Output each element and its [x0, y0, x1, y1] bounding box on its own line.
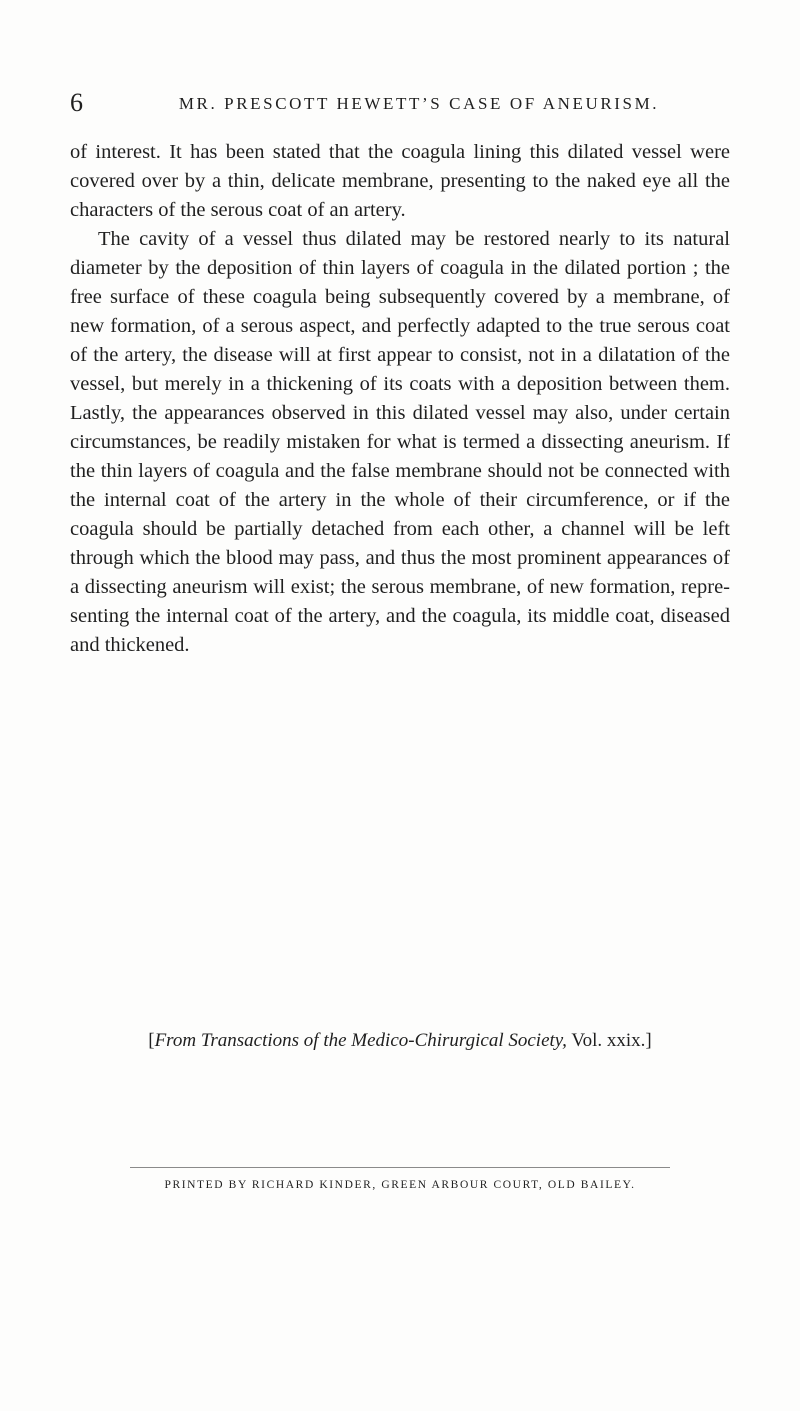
citation-volume: Vol. xxix.]: [566, 1030, 652, 1051]
paragraph-continuation: of interest. It has been stated that the coagula lining this dilated vessel were covered over by a thin, delicate membrane, presenting to the naked eye all the characters of the serous coat of an artery.: [70, 141, 730, 221]
printer-imprint: PRINTED BY RICHARD KINDER, GREEN ARBOUR COURT, OLD BAILEY.: [164, 1179, 636, 1191]
footer-divider: [130, 1167, 670, 1168]
citation-open-bracket: [: [148, 1030, 155, 1051]
body-text: [70, 138, 730, 660]
citation-source: From Transactions of the Medico-Chirurgical Society,: [154, 1030, 567, 1051]
source-citation: [60, 1028, 740, 1054]
running-title: MR. PRESCOTT HEWETT’S CASE OF ANEURISM.: [178, 94, 660, 113]
paragraph-main: The cavity of a vessel thus dilated may be restored nearly to its natural diameter by the deposition of thin layers of coagula in the dilated portion ; the free surface of these coagula being subsequently covered by a membrane, of new formation, of a serous aspect, and perfectly adapted to the true serous coat of the artery, the disease will at first appear to consist, not in a dilatation of the vessel, but merely in a thickening of its coats with a deposition between them. Lastly, the appearances observed in this dilated vessel may also, under certain circumstances, be readily mistaken for what is termed a dissecting aneurism. If the thin layers of coagula and the false membrane should not be connected with the internal coat of the artery in the whole of their circumference, or if the coagula should be partially detached from each other, a channel will be left through which the blood may pass, and thus the most prominent appearances of a dissecting aneurism will exist; the serous membrane, of new formation, representing the internal coat of the artery, and the coagula, its middle coat, diseased and thickened.: [70, 228, 730, 656]
running-head: [70, 88, 730, 118]
page-number: 6: [70, 88, 83, 117]
